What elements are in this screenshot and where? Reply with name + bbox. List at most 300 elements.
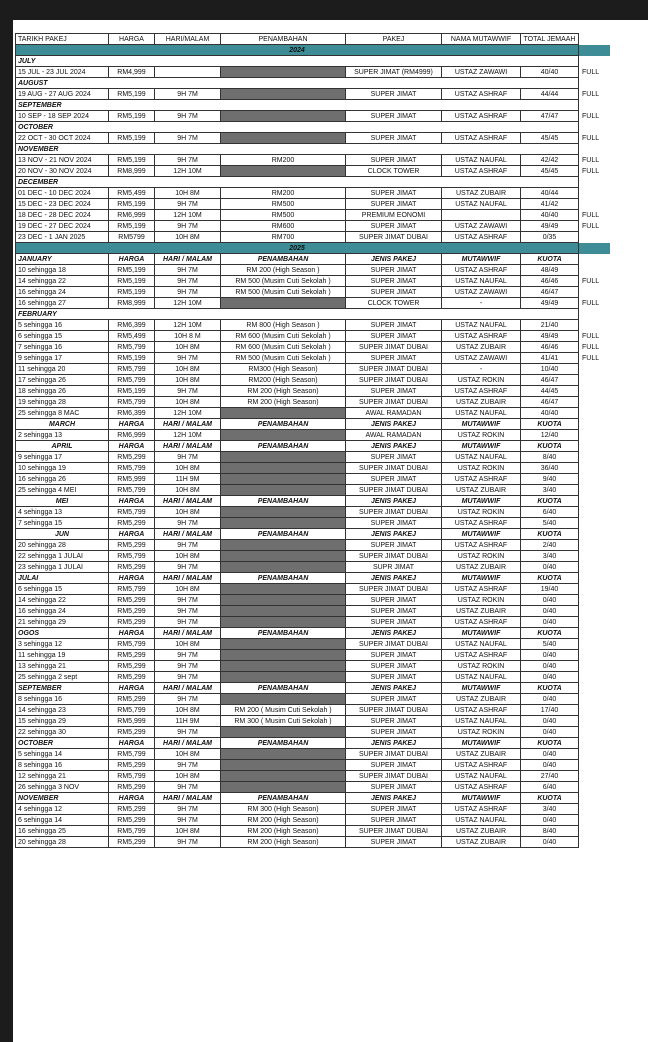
status-spacer [579, 683, 611, 694]
column-label: HARI / MALAM [155, 628, 221, 639]
table-row [16, 353, 611, 364]
package-cell: SUPER JIMAT [346, 155, 442, 166]
addon-cell: RM 200 (High Season ) [221, 265, 346, 276]
status-spacer [579, 375, 611, 386]
duration-cell: 9H 7M [155, 111, 221, 122]
price-cell: RM5,799 [109, 771, 155, 782]
duration-cell: 10H 8 M [155, 331, 221, 342]
table-row [16, 804, 611, 815]
column-label: MUTAWWIF [442, 738, 521, 749]
mutawwif-cell: USTAZ ASHRAF [442, 650, 521, 661]
month-label: APRIL [16, 441, 109, 452]
date-cell: 22 sehingga 30 [16, 727, 109, 738]
table-row [16, 771, 611, 782]
date-cell: 7 sehingga 15 [16, 518, 109, 529]
column-label: HARGA [109, 441, 155, 452]
mutawwif-cell: - [442, 364, 521, 375]
full-status: FULL [582, 222, 600, 230]
table-row [16, 474, 611, 485]
addon-cell [221, 540, 346, 551]
price-cell: RM5,799 [109, 364, 155, 375]
quota-cell: 5/40 [521, 639, 579, 650]
duration-cell: 9H 7M [155, 155, 221, 166]
month-header-row [16, 738, 611, 749]
column-label: PENAMBAHAN [221, 441, 346, 452]
mutawwif-cell: USTAZ ASHRAF [442, 89, 521, 100]
table-row [16, 562, 611, 573]
status-spacer [579, 782, 611, 793]
package-cell: SUPER JIMAT [346, 221, 442, 232]
price-cell: RM5,299 [109, 617, 155, 628]
date-cell: 16 sehingga 27 [16, 298, 109, 309]
column-label: HARGA [109, 496, 155, 507]
price-cell: RM5,199 [109, 265, 155, 276]
price-cell: RM5,199 [109, 353, 155, 364]
date-cell: 5 sehingga 14 [16, 749, 109, 760]
package-cell: SUPER JIMAT [346, 804, 442, 815]
duration-cell: 12H 10M [155, 166, 221, 177]
price-cell: RM5,199 [109, 155, 155, 166]
price-cell: RM6,399 [109, 320, 155, 331]
addon-cell [221, 518, 346, 529]
duration-cell: 9H 7M [155, 133, 221, 144]
status-spacer [579, 628, 611, 639]
table-row [16, 386, 611, 397]
date-cell: 01 DEC - 10 DEC 2024 [16, 188, 109, 199]
mutawwif-cell: USTAZ ZUBAIR [442, 397, 521, 408]
duration-cell: 9H 7M [155, 518, 221, 529]
column-label: HARI / MALAM [155, 738, 221, 749]
mutawwif-cell: USTAZ ZUBAIR [442, 749, 521, 760]
quota-cell: 8/40 [521, 826, 579, 837]
mutawwif-cell: USTAZ ZUBAIR [442, 606, 521, 617]
addon-cell [221, 298, 346, 309]
mutawwif-cell: USTAZ ZUBAIR [442, 837, 521, 848]
price-cell: RM5,999 [109, 716, 155, 727]
package-cell: PREMIUM EONOMI [346, 210, 442, 221]
duration-cell: 10H 8M [155, 485, 221, 496]
quota-cell: 2/40 [521, 540, 579, 551]
package-cell: SUPER JIMAT [346, 650, 442, 661]
mutawwif-cell: USTAZ ROKIN [442, 430, 521, 441]
price-cell: RM5,199 [109, 287, 155, 298]
package-cell: SUPER JIMAT DUBAI [346, 375, 442, 386]
quota-cell: 0/40 [521, 727, 579, 738]
table-row [16, 705, 611, 716]
package-cell: SUPER JIMAT (RM4999) [346, 67, 442, 78]
duration-cell: 9H 7M [155, 452, 221, 463]
month-label: JULAI [16, 573, 109, 584]
mutawwif-cell: USTAZ ASHRAF [442, 705, 521, 716]
date-cell: 4 sehingga 13 [16, 507, 109, 518]
table-row [16, 485, 611, 496]
package-cell: SUPER JIMAT [346, 320, 442, 331]
table-row [16, 430, 611, 441]
price-cell: RM4,999 [109, 67, 155, 78]
price-cell: RM5,799 [109, 342, 155, 353]
column-label: JENIS PAKEJ [346, 496, 442, 507]
addon-cell [221, 166, 346, 177]
mutawwif-cell: USTAZ NAUFAL [442, 815, 521, 826]
date-cell: 9 sehingga 17 [16, 353, 109, 364]
table-row [16, 188, 611, 199]
package-cell: SUPER JIMAT DUBAI [346, 705, 442, 716]
date-cell: 15 JUL - 23 JUL 2024 [16, 67, 109, 78]
date-cell: 13 sehingga 21 [16, 661, 109, 672]
mutawwif-cell: USTAZ NAUFAL [442, 771, 521, 782]
status-spacer [579, 430, 611, 441]
duration-cell: 10H 8M [155, 771, 221, 782]
price-cell: RM5,299 [109, 595, 155, 606]
addon-cell [221, 111, 346, 122]
column-label: HARGA [109, 573, 155, 584]
status-spacer [579, 551, 611, 562]
quota-cell: 45/45 [521, 133, 579, 144]
date-cell: 11 sehingga 19 [16, 650, 109, 661]
month-label: JANUARY [16, 254, 109, 265]
month-row [16, 177, 611, 188]
table-row [16, 298, 611, 309]
table-row [16, 221, 611, 232]
column-label: MUTAWWIF [442, 628, 521, 639]
duration-cell: 9H 7M [155, 760, 221, 771]
status-spacer [579, 463, 611, 474]
package-cell: SUPER JIMAT [346, 287, 442, 298]
table-row [16, 287, 611, 298]
addon-cell [221, 617, 346, 628]
quota-cell: 46/47 [521, 287, 579, 298]
status-spacer [579, 749, 611, 760]
price-cell: RM5,299 [109, 562, 155, 573]
duration-cell: 10H 8M [155, 397, 221, 408]
month-label: SEPTEMBER [16, 100, 579, 111]
package-cell: SUPER JIMAT DUBAI [346, 342, 442, 353]
date-cell: 22 OCT - 30 OCT 2024 [16, 133, 109, 144]
duration-cell: 12H 10M [155, 430, 221, 441]
column-label: PENAMBAHAN [221, 254, 346, 265]
mutawwif-cell: USTAZ NAUFAL [442, 452, 521, 463]
quota-cell: 40/40 [521, 67, 579, 78]
column-label: KUOTA [521, 628, 579, 639]
quota-cell: 0/40 [521, 716, 579, 727]
duration-cell: 10H 8M [155, 705, 221, 716]
duration-cell: 10H 8M [155, 232, 221, 243]
quota-cell: 0/35 [521, 232, 579, 243]
package-cell: SUPER JIMAT [346, 606, 442, 617]
quota-cell: 0/40 [521, 562, 579, 573]
price-cell: RM5,799 [109, 705, 155, 716]
quota-cell: 46/46 [521, 276, 579, 287]
price-cell: RM5,499 [109, 331, 155, 342]
mutawwif-cell: USTAZ ZAWAWI [442, 67, 521, 78]
price-cell: RM5,799 [109, 375, 155, 386]
duration-cell: 9H 7M [155, 837, 221, 848]
date-cell: 14 sehingga 23 [16, 705, 109, 716]
package-cell: SUPER JIMAT DUBAI [346, 397, 442, 408]
mutawwif-cell: USTAZ ZAWAWI [442, 353, 521, 364]
mutawwif-cell: USTAZ ASHRAF [442, 518, 521, 529]
date-cell: 22 sehingga 1 JULAI [16, 551, 109, 562]
month-header-row [16, 441, 611, 452]
duration-cell: 9H 7M [155, 595, 221, 606]
month-label: AUGUST [16, 78, 579, 89]
duration-cell: 9H 7M [155, 815, 221, 826]
month-label: MEI [16, 496, 109, 507]
month-label: JULY [16, 56, 579, 67]
month-label: FEBRUARY [16, 309, 579, 320]
full-status: FULL [582, 112, 600, 120]
duration-cell: 9H 7M [155, 617, 221, 628]
table-row [16, 672, 611, 683]
duration-cell: 10H 8M [155, 342, 221, 353]
quota-cell: 44/44 [521, 89, 579, 100]
duration-cell: 11H 9M [155, 474, 221, 485]
column-label: KUOTA [521, 738, 579, 749]
column-label: KUOTA [521, 793, 579, 804]
date-cell: 11 sehingga 20 [16, 364, 109, 375]
package-cell: SUPER JIMAT [346, 617, 442, 628]
addon-cell [221, 485, 346, 496]
status-spacer [579, 122, 611, 133]
table-row [16, 540, 611, 551]
month-label: JUN [16, 529, 109, 540]
price-cell: RM5,199 [109, 221, 155, 232]
status-spacer [579, 617, 611, 628]
table-row [16, 408, 611, 419]
package-cell: SUPR JIMAT [346, 562, 442, 573]
status-spacer [579, 760, 611, 771]
price-cell: RM5,299 [109, 760, 155, 771]
price-cell: RM5,199 [109, 386, 155, 397]
duration-cell: 12H 10M [155, 298, 221, 309]
column-label: MUTAWWIF [442, 496, 521, 507]
table-row [16, 375, 611, 386]
duration-cell: 10H 8M [155, 188, 221, 199]
addon-cell [221, 606, 346, 617]
date-cell: 25 sehingga 8 MAC [16, 408, 109, 419]
column-label: KUOTA [521, 573, 579, 584]
duration-cell: 10H 8M [155, 375, 221, 386]
column-label: HARI / MALAM [155, 254, 221, 265]
addon-cell [221, 639, 346, 650]
duration-cell: 10H 8M [155, 364, 221, 375]
package-cell: SUPER JIMAT DUBAI [346, 232, 442, 243]
mutawwif-cell: USTAZ ASHRAF [442, 584, 521, 595]
duration-cell: 9H 7M [155, 804, 221, 815]
full-status: FULL [582, 343, 600, 351]
duration-cell: 9H 7M [155, 287, 221, 298]
date-cell: 10 SEP - 18 SEP 2024 [16, 111, 109, 122]
package-cell: SUPER JIMAT DUBAI [346, 826, 442, 837]
column-label: MUTAWWIF [442, 793, 521, 804]
table-row [16, 815, 611, 826]
month-header-row [16, 573, 611, 584]
duration-cell: 9H 7M [155, 606, 221, 617]
status-spacer [579, 639, 611, 650]
date-cell: 6 sehingga 14 [16, 815, 109, 826]
table-row [16, 331, 611, 342]
status-spacer [579, 650, 611, 661]
duration-cell: 10H 8M [155, 463, 221, 474]
quota-cell: 6/40 [521, 782, 579, 793]
addon-cell: RM 600 (Musim Cuti Sekolah ) [221, 331, 346, 342]
price-cell: RM5,499 [109, 188, 155, 199]
quota-cell: 3/40 [521, 485, 579, 496]
price-cell: RM5,299 [109, 672, 155, 683]
full-status: FULL [582, 277, 600, 285]
package-cell: SUPER JIMAT [346, 716, 442, 727]
mutawwif-cell: USTAZ ASHRAF [442, 265, 521, 276]
full-status: FULL [582, 90, 600, 98]
column-label: MUTAWWIF [442, 441, 521, 452]
full-status: FULL [582, 332, 600, 340]
price-cell: RM5,799 [109, 639, 155, 650]
addon-cell: RM300 (High Season) [221, 364, 346, 375]
date-cell: 25 sehingga 2 sept [16, 672, 109, 683]
month-header-row [16, 254, 611, 265]
quota-cell: 41/42 [521, 199, 579, 210]
date-cell: 16 sehingga 24 [16, 287, 109, 298]
column-label: MUTAWWIF [442, 529, 521, 540]
table-row [16, 518, 611, 529]
table-row [16, 320, 611, 331]
addon-cell [221, 771, 346, 782]
mutawwif-cell: USTAZ NAUFAL [442, 672, 521, 683]
table-body [16, 34, 611, 848]
month-header-row [16, 496, 611, 507]
package-cell: SUPER JIMAT [346, 727, 442, 738]
duration-cell: 12H 10M [155, 320, 221, 331]
month-label: NOVEMBER [16, 793, 109, 804]
package-cell: SUPER JIMAT [346, 694, 442, 705]
package-cell: SUPER JIMAT DUBAI [346, 771, 442, 782]
addon-cell [221, 408, 346, 419]
addon-cell: RM 200 (High Season) [221, 397, 346, 408]
package-cell: SUPER JIMAT [346, 276, 442, 287]
price-cell: RM5,799 [109, 485, 155, 496]
mutawwif-cell: USTAZ ZUBAIR [442, 342, 521, 353]
addon-cell [221, 661, 346, 672]
package-cell: SUPER JIMAT [346, 89, 442, 100]
status-spacer [579, 441, 611, 452]
table-row [16, 584, 611, 595]
duration-cell: 9H 7M [155, 221, 221, 232]
status-spacer [579, 419, 611, 430]
status-spacer [579, 34, 611, 45]
column-label: KUOTA [521, 683, 579, 694]
date-cell: 14 sehingga 22 [16, 276, 109, 287]
table-row [16, 342, 611, 353]
duration-cell: 10H 8M [155, 749, 221, 760]
mutawwif-cell: USTAZ ROKIN [442, 463, 521, 474]
duration-cell: 12H 10M [155, 408, 221, 419]
mutawwif-cell: USTAZ ASHRAF [442, 386, 521, 397]
addon-cell [221, 782, 346, 793]
package-cell: SUPER JIMAT [346, 837, 442, 848]
date-cell: 19 DEC - 27 DEC 2024 [16, 221, 109, 232]
addon-cell [221, 584, 346, 595]
quota-cell: 48/49 [521, 265, 579, 276]
mutawwif-cell: USTAZ NAUFAL [442, 716, 521, 727]
date-cell: 5 sehingga 16 [16, 320, 109, 331]
date-cell: 6 sehingga 15 [16, 584, 109, 595]
column-label: PENAMBAHAN [221, 496, 346, 507]
status-spacer [579, 584, 611, 595]
duration-cell: 9H 7M [155, 540, 221, 551]
addon-cell: RM500 [221, 199, 346, 210]
quota-cell: 0/40 [521, 815, 579, 826]
date-cell: 16 sehingga 24 [16, 606, 109, 617]
quota-cell: 40/44 [521, 188, 579, 199]
table-row [16, 364, 611, 375]
column-label: HARI / MALAM [155, 793, 221, 804]
duration-cell: 10H 8M [155, 639, 221, 650]
table-row [16, 133, 611, 144]
price-cell: RM5,299 [109, 815, 155, 826]
mutawwif-cell: USTAZ ZAWAWI [442, 287, 521, 298]
header-cell: NAMA MUTAWWIF [442, 34, 521, 45]
duration-cell: 10H 8M [155, 826, 221, 837]
month-label: NOVEMBER [16, 144, 579, 155]
status-spacer [579, 540, 611, 551]
mutawwif-cell: USTAZ ASHRAF [442, 133, 521, 144]
addon-cell [221, 474, 346, 485]
column-label: PENAMBAHAN [221, 793, 346, 804]
column-label: JENIS PAKEJ [346, 683, 442, 694]
table-row [16, 749, 611, 760]
status-spacer [579, 320, 611, 331]
package-cell: SUPER JIMAT DUBAI [346, 485, 442, 496]
price-cell: RM6,399 [109, 408, 155, 419]
duration-cell: 9H 7M [155, 386, 221, 397]
status-spacer [579, 254, 611, 265]
date-cell: 15 sehingga 29 [16, 716, 109, 727]
date-cell: 14 sehingga 22 [16, 595, 109, 606]
date-cell: 7 sehingga 16 [16, 342, 109, 353]
date-cell: 25 sehingga 4 MEI [16, 485, 109, 496]
quota-cell: 17/40 [521, 705, 579, 716]
month-header-row [16, 683, 611, 694]
column-label: JENIS PAKEJ [346, 529, 442, 540]
package-cell: CLOCK TOWER [346, 298, 442, 309]
date-cell: 12 sehingga 21 [16, 771, 109, 782]
date-cell: 10 sehingga 18 [16, 265, 109, 276]
full-status: FULL [582, 134, 600, 142]
column-label: HARI / MALAM [155, 683, 221, 694]
status-spacer [579, 573, 611, 584]
package-cell: SUPER JIMAT DUBAI [346, 364, 442, 375]
header-cell: PENAMBAHAN [221, 34, 346, 45]
date-cell: 18 sehingga 26 [16, 386, 109, 397]
addon-cell: RM 200 (High Season) [221, 826, 346, 837]
mutawwif-cell: USTAZ NAUFAL [442, 639, 521, 650]
duration-cell: 9H 7M [155, 89, 221, 100]
duration-cell: 9H 7M [155, 672, 221, 683]
column-label: HARGA [109, 793, 155, 804]
price-cell: RM5,799 [109, 749, 155, 760]
column-label: HARI / MALAM [155, 441, 221, 452]
status-spacer [579, 804, 611, 815]
status-spacer [579, 78, 611, 89]
package-cell: SUPER JIMAT [346, 672, 442, 683]
package-cell: SUPER JIMAT [346, 518, 442, 529]
package-cell: AWAL RAMADAN [346, 430, 442, 441]
date-cell: 4 sehingga 12 [16, 804, 109, 815]
price-cell: RM5,299 [109, 540, 155, 551]
status-spacer [579, 177, 611, 188]
status-spacer [579, 243, 611, 254]
addon-cell: RM 500 (Musim Cuti Sekolah ) [221, 287, 346, 298]
